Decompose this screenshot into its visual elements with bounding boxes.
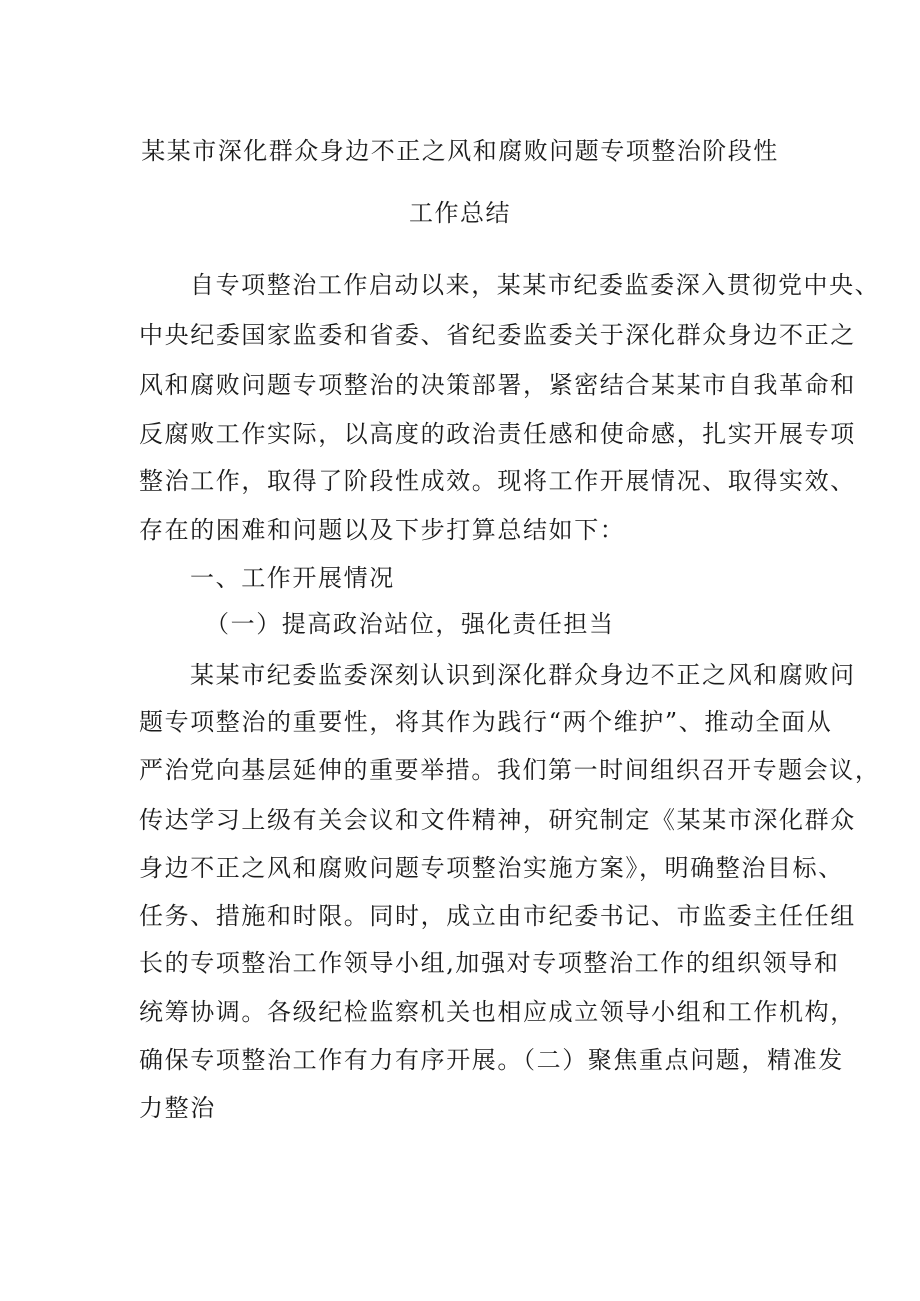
subsection-heading: （一）提高政治站位，强化责任担当 (205, 610, 615, 638)
document-title-line-1: 某某市深化群众身边不正之风和腐败问题专项整治阶段性 (141, 137, 779, 165)
intro-line-3: 风和腐败问题专项整治的决策部署，紧密结合某某市自我革命和 (139, 371, 856, 399)
body-line-10: 力整治 (139, 1094, 216, 1122)
body-line-1: 某某市纪委监委深刻认识到深化群众身边不正之风和腐败问 (190, 661, 856, 689)
body-line-7: 长的专项整治工作领导小组,加强对专项整治工作的组织领导和 (139, 949, 840, 977)
intro-line-2: 中央纪委国家监委和省委、省纪委监委关于深化群众身边不正之 (139, 321, 856, 349)
body-line-9: 确保专项整治工作有力有序开展。（二）聚焦重点问题，精准发 (139, 1046, 844, 1074)
body-line-5: 身边不正之风和腐败问题专项整治实施方案》，明确整治目标、 (139, 854, 844, 882)
body-line-2: 题专项整治的重要性，将其作为践行“两个维护”、推动全面从 (139, 708, 833, 736)
section-heading: 一、工作开展情况 (190, 564, 395, 592)
body-line-3: 严治党向基层延伸的重要举措。我们第一时间组织召开专题会议， (139, 756, 881, 784)
body-line-8: 统筹协调。各级纪检监察机关也相应成立领导小组和工作机构， (139, 998, 856, 1026)
document-title-line-2: 工作总结 (409, 199, 511, 227)
intro-line-4: 反腐败工作实际，以高度的政治责任感和使命感，扎实开展专项 (139, 420, 856, 448)
intro-line-6: 存在的困难和问题以及下步打算总结如下： (139, 516, 626, 544)
intro-line-1: 自专项整治工作启动以来，某某市纪委监委深入贯彻党中央、 (190, 271, 881, 299)
intro-line-5: 整治工作，取得了阶段性成效。现将工作开展情况、取得实效、 (139, 467, 856, 495)
body-line-6: 任务、措施和时限。同时，成立由市纪委书记、市监委主任任组 (139, 902, 856, 930)
body-line-4: 传达学习上级有关会议和文件精神，研究制定《某某市深化群众 (139, 806, 856, 834)
